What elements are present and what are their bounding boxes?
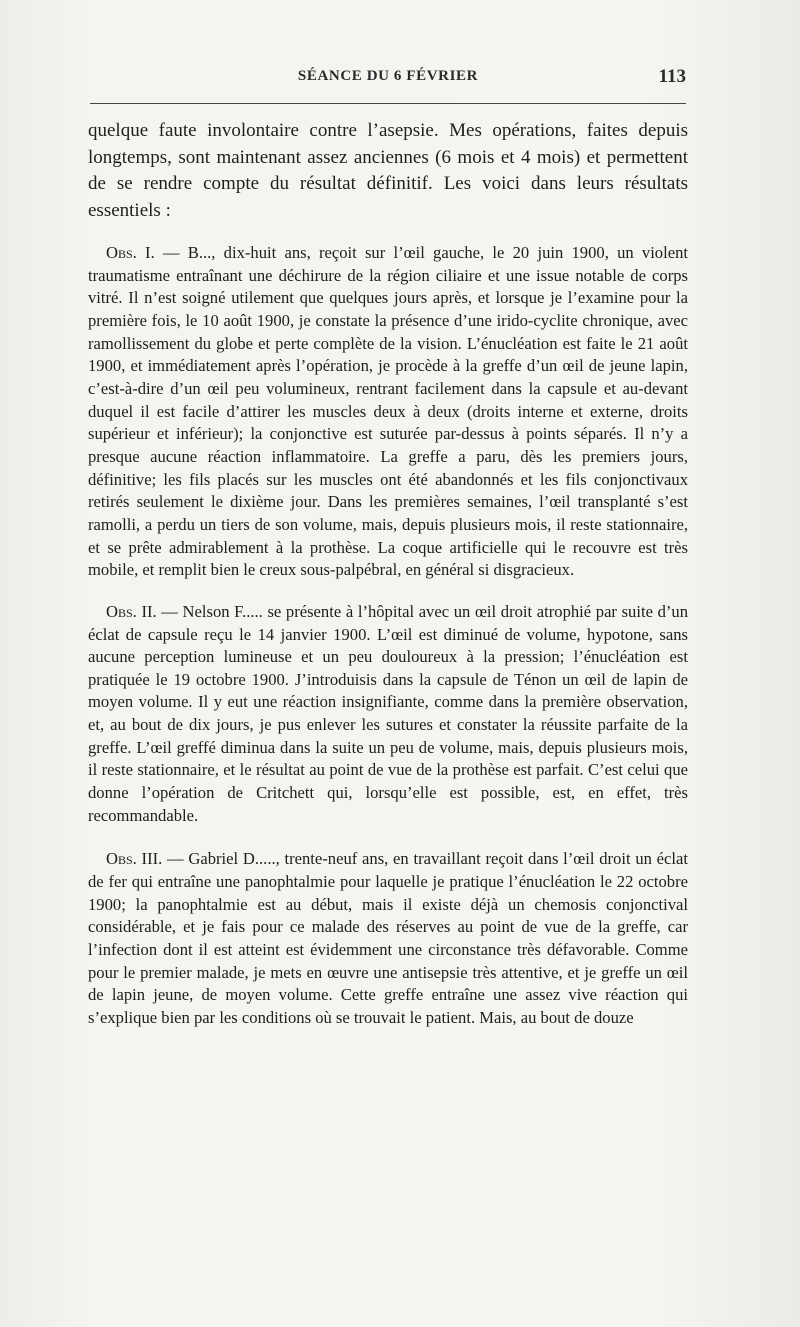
observation-text: — B..., dix-huit ans, reçoit sur l’œil gauche, le 20 juin 1900, un violent traumatisme entraînant une déchirure de la région ciliaire et une issue notable de corps vitré. Il n’est soigné utilement que quelques jours après, et lorsque je l’examine pour la première fois, le 10 août 1900, je constate la présence d’une irido-cyclite chronique, avec ramollissement du globe et perte complète de la vision. L’énucléation est faite le 21 août 1900, et immédiatement après l’opération, je procède à la greffe d’un œil de jeune lapin, c’est-à-dire d’un œil peu volumineux, rentrant facilement dans la capsule et au-devant duquel il est facile d’attirer les muscles deux à deux (droits interne et externe, droits supérieur et inférieur); la conjonctive est suturée par-dessus à points séparés. Il n’y a presque aucune réaction inflammatoire. La greffe a paru, dès les premiers jours, définitive; les fils placés sur les muscles ont été abandonnés et les fils conjonctivaux retirés seulement le dixième jour. Dans les premières semaines, l’œil transplanté s’est ramolli, a perdu un tiers de son volume, mais, depuis plusieurs mois, il reste stationnaire, et se prête admirablement à la prothèse. La coque artificielle qui le recouvre est très mobile, et remplit bien le creux sous-palpébral, en général si disgracieux. <box>88 243 688 580</box>
observation-2 <box>88 601 688 828</box>
running-title: SÉANCE DU 6 FÉVRIER <box>297 68 479 84</box>
observation-label: Obs. I. <box>106 243 155 262</box>
header-rule <box>90 103 686 104</box>
observation-1 <box>88 242 688 582</box>
observation-label: Obs. II. <box>106 601 157 621</box>
observation-3 <box>88 848 688 1029</box>
intro-paragraph: quelque faute involontaire contre l’asepsie. Mes opérations, faites depuis longtemps, sont maintenant assez anciennes (6 mois et 4 mois) et permettent de se rendre compte du résultat définitif. Les voici dans leurs résultats essentiels : <box>88 120 688 221</box>
page-number: 113 <box>658 66 686 87</box>
running-header <box>90 66 686 88</box>
observation-label: Obs. III. <box>106 849 163 869</box>
observation-text: — Gabriel D....., trente-neuf ans, en travaillant reçoit dans l’œil droit un éclat de fer qui entraîne une panophtalmie pour laquelle je pratique l’énucléation le 22 octobre 1900; la panophtalmie est au début, mais il existe déjà un chemosis conjonctival considérable, et je fais pour ce malade des réserves au point de vue de la greffe, car l’infection dont il est atteint est évidemment une circonstance très défavorable. Comme pour le premier malade, je mets en œuvre une antisepsie très attentive, et je greffe un œil de lapin jeune, de moyen volume. Cette greffe entraîne une assez vive réaction qui s’explique bien par les conditions où se trouvait le patient. Mais, au bout de douze <box>88 849 689 1027</box>
observation-text: — Nelson F..... se présente à l’hôpital avec un œil droit atrophié par suite d’un éclat de capsule reçu le 14 janvier 1900. L’œil est diminué de volume, hypotone, sans aucune perception lumineuse et un peu douloureux à la pression; l’énucléation est pratiquée le 19 octobre 1900. J’introduisis dans la capsule de Ténon un œil de lapin de moyen volume. Il y eut une réaction insignifiante, comme dans la première observation, et, au bout de dix jours, je pus enlever les sutures et constater la réussite parfaite de la greffe. L’œil greffé diminua dans la suite un peu de volume, mais, depuis plusieurs mois, il reste stationnaire, et le résultat au point de vue de la prothèse est parfait. C’est celui que donne l’opération de Critchett qui, lorsqu’elle est possible, est, en effet, très recommandable. <box>88 601 688 825</box>
page-body <box>88 118 688 1030</box>
